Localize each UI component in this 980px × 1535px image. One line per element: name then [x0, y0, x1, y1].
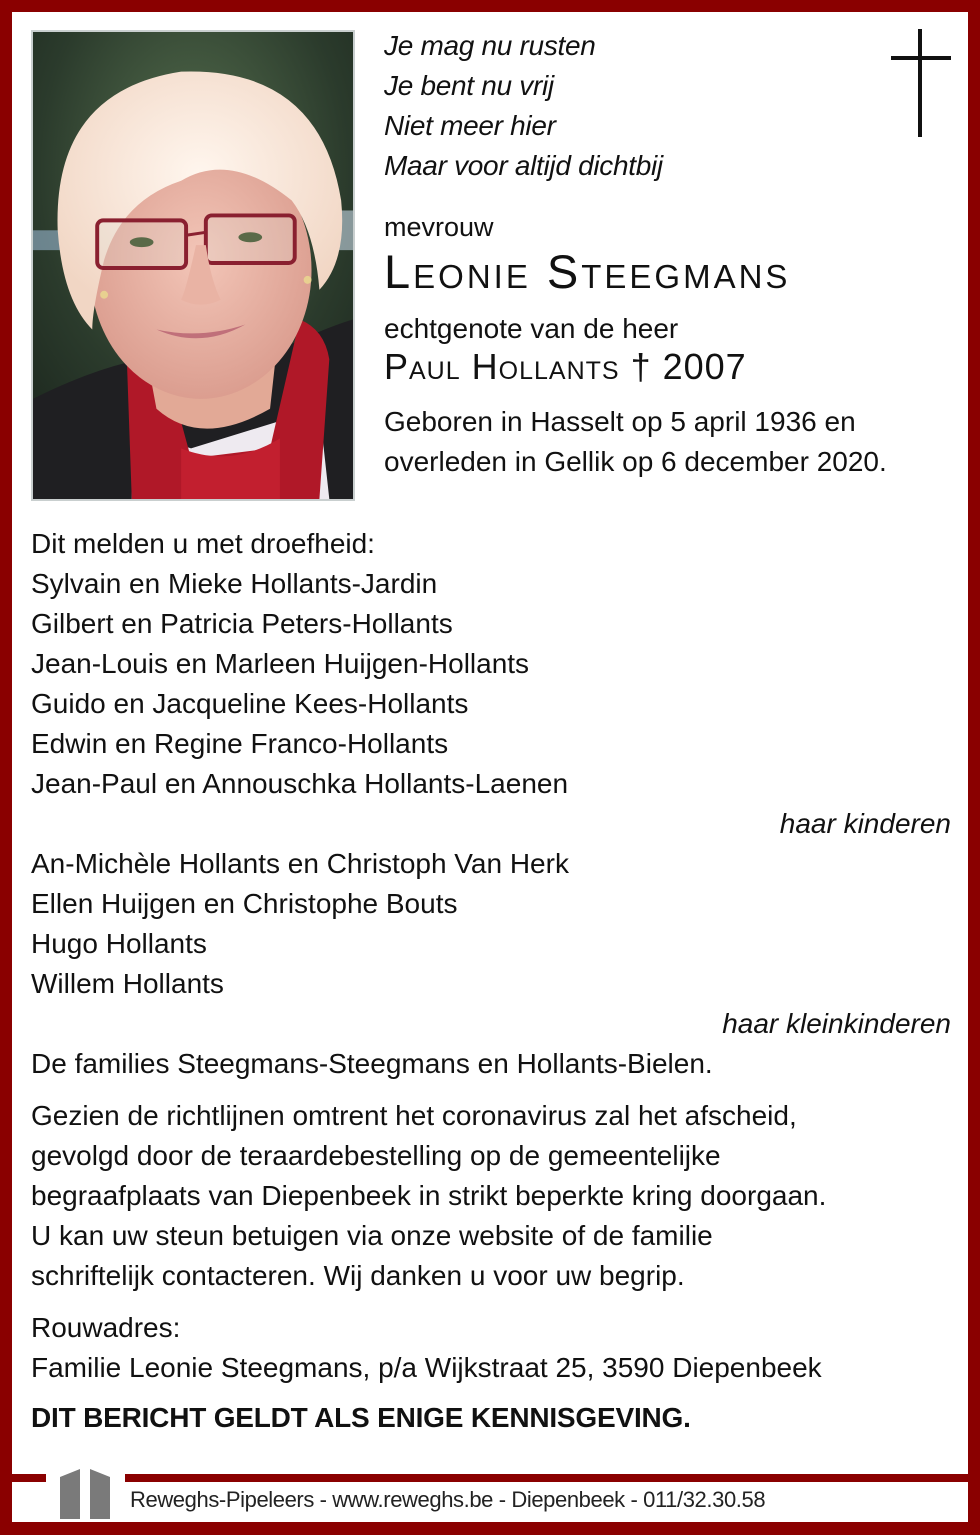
list-item: Guido en Jacqueline Kees-Hollants: [31, 688, 469, 719]
closing-statement: DIT BERICHT GELDT ALS ENIGE KENNISGEVING.: [31, 1402, 691, 1433]
notice-line: begraafplaats van Diepenbeek in strikt beperkte kring doorgaan.: [31, 1180, 827, 1211]
list-item: Willem Hollants: [31, 968, 224, 999]
list-item: Jean-Paul en Annouschka Hollants-Laenen: [31, 768, 569, 799]
obituary-card: [12, 12, 968, 1522]
address-value: Familie Leonie Steegmans, p/a Wijkstraat 25, 3590 Diepenbeek: [31, 1352, 822, 1383]
poem-line: Je mag nu rusten: [384, 30, 596, 61]
grandchildren-list: [31, 844, 951, 1004]
footer-divider-left: [12, 1474, 46, 1482]
list-item: Hugo Hollants: [31, 928, 207, 959]
address-label: Rouwadres:: [31, 1312, 181, 1343]
notice-line: schriftelijk contacteren. Wij danken u voor uw begrip.: [31, 1260, 685, 1291]
poem-line: Maar voor altijd dichtbij: [384, 150, 663, 181]
list-item: Gilbert en Patricia Peters-Hollants: [31, 608, 453, 639]
portrait-photo: [31, 30, 355, 501]
corona-notice: [31, 1096, 951, 1296]
announcement-intro: Dit melden u met droefheid:: [31, 528, 375, 559]
list-item: Jean-Louis en Marleen Huijgen-Hollants: [31, 648, 530, 679]
notice-line: U kan uw steun betuigen via onze website of de familie: [31, 1220, 713, 1251]
header-text-column: [384, 26, 964, 482]
funeral-home-logo-icon: [58, 1467, 112, 1519]
life-dates: [384, 402, 964, 482]
birth-line: Geboren in Hasselt op 5 april 1936 en: [384, 406, 856, 437]
portrait-image: [33, 32, 353, 499]
deceased-name: Leonie Steegmans: [384, 245, 791, 298]
list-item: An-Michèle Hollants en Christoph Van Herk: [31, 848, 569, 879]
funeral-home-contact: Reweghs-Pipeleers - www.reweghs.be - Diepenbeek - 011/32.30.58: [130, 1487, 766, 1512]
list-item: Edwin en Regine Franco-Hollants: [31, 728, 449, 759]
spouse-name: Paul Hollants † 2007: [384, 346, 747, 387]
children-list: [31, 564, 951, 804]
notice-line: Gezien de richtlijnen omtrent het coronavirus zal het afscheid,: [31, 1100, 797, 1131]
families-line: De families Steegmans-Steegmans en Hollants-Bielen.: [31, 1048, 713, 1079]
memorial-poem: [384, 26, 964, 186]
death-line: overleden in Gellik op 6 december 2020.: [384, 446, 887, 477]
list-item: Sylvain en Mieke Hollants-Jardin: [31, 568, 438, 599]
footer-divider-right: [125, 1474, 968, 1482]
poem-line: Je bent nu vrij: [384, 70, 554, 101]
notice-line: gevolgd door de teraardebestelling op de gemeentelijke: [31, 1140, 721, 1171]
children-caption: haar kinderen: [779, 808, 951, 839]
list-item: Ellen Huijgen en Christophe Bouts: [31, 888, 458, 919]
relation-text: echtgenote van de heer: [384, 313, 679, 344]
honorific: mevrouw: [384, 212, 494, 242]
poem-line: Niet meer hier: [384, 110, 556, 141]
announcement-body: [31, 524, 951, 1438]
grandchildren-caption: haar kleinkinderen: [722, 1008, 951, 1039]
